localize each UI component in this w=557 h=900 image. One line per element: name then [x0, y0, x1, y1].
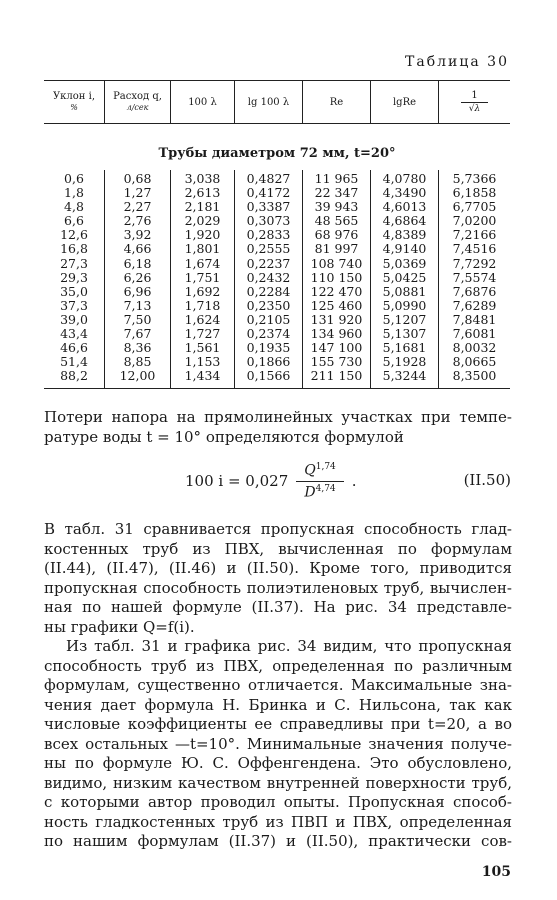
- table-cell: 0,1566: [246, 368, 291, 384]
- table-caption: Таблица 30: [405, 54, 509, 70]
- table-cell: 51,4: [60, 354, 88, 370]
- table-cell: 37,3: [60, 297, 88, 313]
- table-cell: 110 150: [310, 269, 363, 285]
- table-cell: 2,029: [184, 213, 221, 229]
- table-cell: 3,92: [123, 227, 152, 243]
- table-cell: 7,6289: [452, 297, 497, 313]
- table-cell: 35,0: [60, 283, 88, 299]
- column-flow: [104, 170, 170, 388]
- table-cell: 0,3387: [246, 199, 291, 215]
- table-cell: 7,7292: [452, 255, 497, 271]
- header-lg-100-lambda-label: lg 100 λ: [247, 96, 290, 108]
- text-line: числовые коэффициенты ее справедливы при t=20, а во: [44, 715, 512, 733]
- text-line: пропускная способность полиэтиленовых труб, вычислен-: [44, 578, 512, 597]
- text-line: В табл. 31 сравнивается пропускная способность глад-: [44, 520, 512, 538]
- table-cell: 0,4172: [246, 185, 291, 201]
- text-line: костенных труб из ПВХ, вычисленная по формулам: [44, 539, 512, 558]
- header-lgre: [370, 81, 438, 123]
- table-cell: 1,153: [184, 354, 221, 370]
- table-cell: 1,624: [184, 311, 221, 327]
- table-cell: 7,0200: [452, 213, 497, 229]
- table-cell: 43,4: [60, 326, 88, 342]
- text-line: всех остальных —t=10°. Минимальные значения получе-: [44, 734, 512, 753]
- table-cell: 131 920: [310, 311, 363, 327]
- table-cell: 0,68: [123, 171, 152, 186]
- table-cell: 4,8389: [382, 227, 427, 243]
- formula-numerator-symbol: Q: [304, 462, 316, 479]
- table-cell: 0,2105: [246, 311, 291, 327]
- table-cell: 12,6: [60, 227, 88, 243]
- column-lg-100-lambda: [234, 170, 302, 388]
- fraction-denominator: √λ: [468, 103, 481, 114]
- paragraph-1: [44, 408, 512, 447]
- table-cell: 1,751: [184, 269, 221, 285]
- column-slope: [44, 170, 104, 388]
- table-cell: 6,7705: [452, 199, 497, 215]
- text-line: по нашим формулам (II.37) и (II.50), практически сов-: [44, 832, 512, 850]
- table-cell: 1,434: [184, 368, 221, 384]
- table-cell: 122 470: [310, 283, 363, 299]
- table-cell: 5,3244: [382, 368, 427, 384]
- table-cell: 5,1207: [382, 311, 427, 327]
- table-cell: 6,26: [123, 269, 152, 285]
- table-cell: 1,27: [123, 185, 152, 201]
- table-cell: 4,9140: [382, 241, 427, 257]
- table-cell: 0,2374: [246, 326, 291, 342]
- page-number: 105: [481, 864, 511, 880]
- table-cell: 0,1935: [246, 340, 291, 356]
- table-cell: 27,3: [60, 255, 88, 271]
- formula-denominator: [304, 482, 335, 501]
- column-lgre: [370, 170, 438, 388]
- table-cell: 134 960: [310, 326, 363, 342]
- table-cell: 5,1928: [382, 354, 427, 370]
- table-cell: 6,96: [123, 283, 152, 299]
- table-cell: 4,3490: [382, 185, 427, 201]
- header-flow: [104, 81, 170, 123]
- column-100-lambda: [170, 170, 234, 388]
- table-cell: 7,67: [123, 326, 152, 342]
- table-cell: 5,7366: [452, 171, 497, 186]
- table-cell: 1,718: [184, 297, 221, 313]
- text-line: ность гладкостенных труб из ПВП и ПВХ, определенная: [44, 812, 512, 831]
- table-cell: 0,2237: [246, 255, 291, 271]
- formula: [185, 462, 357, 500]
- table-cell: 6,6: [64, 213, 84, 229]
- table-cell: 7,5574: [452, 269, 497, 285]
- table-cell: 0,2350: [246, 297, 291, 313]
- table-cell: 2,613: [184, 185, 221, 201]
- table-cell: 0,1866: [246, 354, 291, 370]
- table-cell: 2,181: [184, 199, 221, 215]
- text-line: способность труб из ПВХ, определенная по различным: [44, 656, 512, 675]
- table-cell: 1,692: [184, 283, 221, 299]
- table-cell: 4,6013: [382, 199, 427, 215]
- header-lgre-label: lgRe: [392, 96, 417, 108]
- header-lg-100-lambda: [234, 81, 302, 123]
- table-cell: 211 150: [310, 368, 363, 384]
- header-100-lambda: [170, 81, 234, 123]
- table-cell: 0,2432: [246, 269, 291, 285]
- inverse-sqrt-fraction: [461, 90, 487, 115]
- table-cell: 108 740: [310, 255, 363, 271]
- table-cell: 81 997: [314, 241, 359, 257]
- table-cell: 2,27: [123, 199, 152, 215]
- column-inverse-sqrt-lambda: [438, 170, 510, 388]
- formula-numerator-exponent: 1,74: [315, 462, 336, 472]
- column-re: [302, 170, 370, 388]
- formula-fraction: [296, 462, 344, 500]
- header-100-lambda-label: 100 λ: [188, 96, 217, 108]
- table-cell: 7,50: [123, 311, 152, 327]
- header-flow-label: Расход q,: [113, 91, 162, 102]
- text-line: чения дает формула Н. Бринка и С. Нильсона, так как: [44, 695, 512, 714]
- table-cell: 7,4516: [452, 241, 497, 257]
- header-inverse-sqrt-lambda: [438, 81, 510, 123]
- table-cell: 3,038: [184, 171, 221, 186]
- text-line: ная по нашей формуле (II.37). На рис. 34 представле-: [44, 598, 512, 616]
- formula-tail: .: [351, 472, 357, 491]
- table-cell: 6,1858: [452, 185, 497, 201]
- table-cell: 8,85: [123, 354, 152, 370]
- fraction-numerator: 1: [461, 90, 487, 103]
- table-cell: 48 565: [314, 213, 359, 229]
- formula-numerator: [296, 462, 344, 482]
- formula-lhs: 100 i = 0,027: [185, 472, 289, 491]
- table-cell: 0,2833: [246, 227, 291, 243]
- table-cell: 7,2166: [452, 227, 497, 243]
- text-line: формулам, существенно отличается. Максимальные зна-: [44, 676, 512, 694]
- table-cell: 39,0: [60, 311, 88, 327]
- table-cell: 0,6: [64, 171, 84, 186]
- header-slope-label: Уклон i,: [52, 91, 96, 102]
- table-cell: 4,6864: [382, 213, 427, 229]
- table-cell: 8,36: [123, 340, 152, 356]
- table-cell: 0,2555: [246, 241, 291, 257]
- table-cell: 5,0881: [382, 283, 427, 299]
- table-cell: 5,0369: [382, 255, 427, 271]
- table-cell: 2,76: [123, 213, 152, 229]
- table-cell: 155 730: [310, 354, 363, 370]
- table-cell: 0,2284: [246, 283, 291, 299]
- table-cell: 1,920: [184, 227, 221, 243]
- table-cell: 125 460: [310, 297, 363, 313]
- table-cell: 7,6876: [452, 283, 497, 299]
- table-cell: 1,674: [184, 255, 221, 271]
- table-cell: 0,4827: [246, 171, 291, 186]
- text-line: с которыми автор проводил опыты. Пропускная способ-: [44, 793, 512, 811]
- table-cell: 16,8: [60, 241, 88, 257]
- table-cell: 7,6081: [452, 326, 497, 342]
- formula-denominator-symbol: D: [304, 484, 316, 501]
- formula-denominator-exponent: 4,74: [315, 483, 336, 494]
- table-cell: 4,66: [123, 241, 152, 257]
- paragraph-2: [44, 520, 512, 637]
- table-cell: 4,8: [64, 199, 84, 215]
- table-cell: 22 347: [314, 185, 359, 201]
- formula-number: (II.50): [463, 471, 511, 489]
- table-cell: 7,8481: [452, 311, 497, 327]
- table-cell: 8,0665: [452, 354, 497, 370]
- text-line: ны графики Q=f(i).: [44, 617, 195, 636]
- table-cell: 5,0990: [382, 297, 427, 313]
- paragraph-3: [44, 637, 512, 852]
- table-cell: 5,1681: [382, 340, 427, 356]
- text-line: (II.44), (II.47), (II.46) и (II.50). Кроме того, приводится: [44, 559, 512, 577]
- section-title: Трубы диаметром 72 мм, t=20°: [158, 146, 396, 161]
- table-cell: 147 100: [310, 340, 363, 356]
- header-flow-unit: л/сек: [126, 103, 149, 112]
- table-cell: 1,727: [184, 326, 221, 342]
- table-cell: 39 943: [314, 199, 359, 215]
- table-cell: 7,13: [123, 297, 152, 313]
- text-line: Из табл. 31 и графика рис. 34 видим, что пропускная: [66, 637, 512, 655]
- table-cell: 12,00: [119, 368, 156, 384]
- header-re: [302, 81, 370, 123]
- header-slope: [44, 81, 104, 123]
- table-cell: 8,3500: [452, 368, 497, 384]
- text-line: ратуре воды t = 10° определяются формулой: [44, 427, 404, 446]
- table-cell: 5,1307: [382, 326, 427, 342]
- table-cell: 68 976: [314, 227, 359, 243]
- table-cell: 11 965: [314, 171, 359, 186]
- table-cell: 46,6: [60, 340, 88, 356]
- header-re-label: Re: [329, 96, 344, 108]
- text-line: Потери напора на прямолинейных участках при темпе-: [44, 408, 512, 426]
- table-body: [44, 170, 510, 389]
- table-cell: 29,3: [60, 269, 88, 285]
- table-cell: 0,3073: [246, 213, 291, 229]
- table-cell: 88,2: [60, 368, 88, 384]
- table-cell: 6,18: [123, 255, 152, 271]
- table-cell: 5,0425: [382, 269, 427, 285]
- table-cell: 1,801: [184, 241, 221, 257]
- header-slope-unit: %: [70, 103, 78, 112]
- table-cell: 1,561: [184, 340, 221, 356]
- table-cell: 1,8: [64, 185, 84, 201]
- table-cell: 4,0780: [382, 171, 427, 186]
- table-cell: 8,0032: [452, 340, 497, 356]
- table-header: [44, 80, 510, 124]
- text-line: видимо, низким качеством внутренней поверхности труб,: [44, 773, 512, 792]
- text-line: ны по формуле Ю. С. Оффенгендена. Это обусловлено,: [44, 754, 512, 772]
